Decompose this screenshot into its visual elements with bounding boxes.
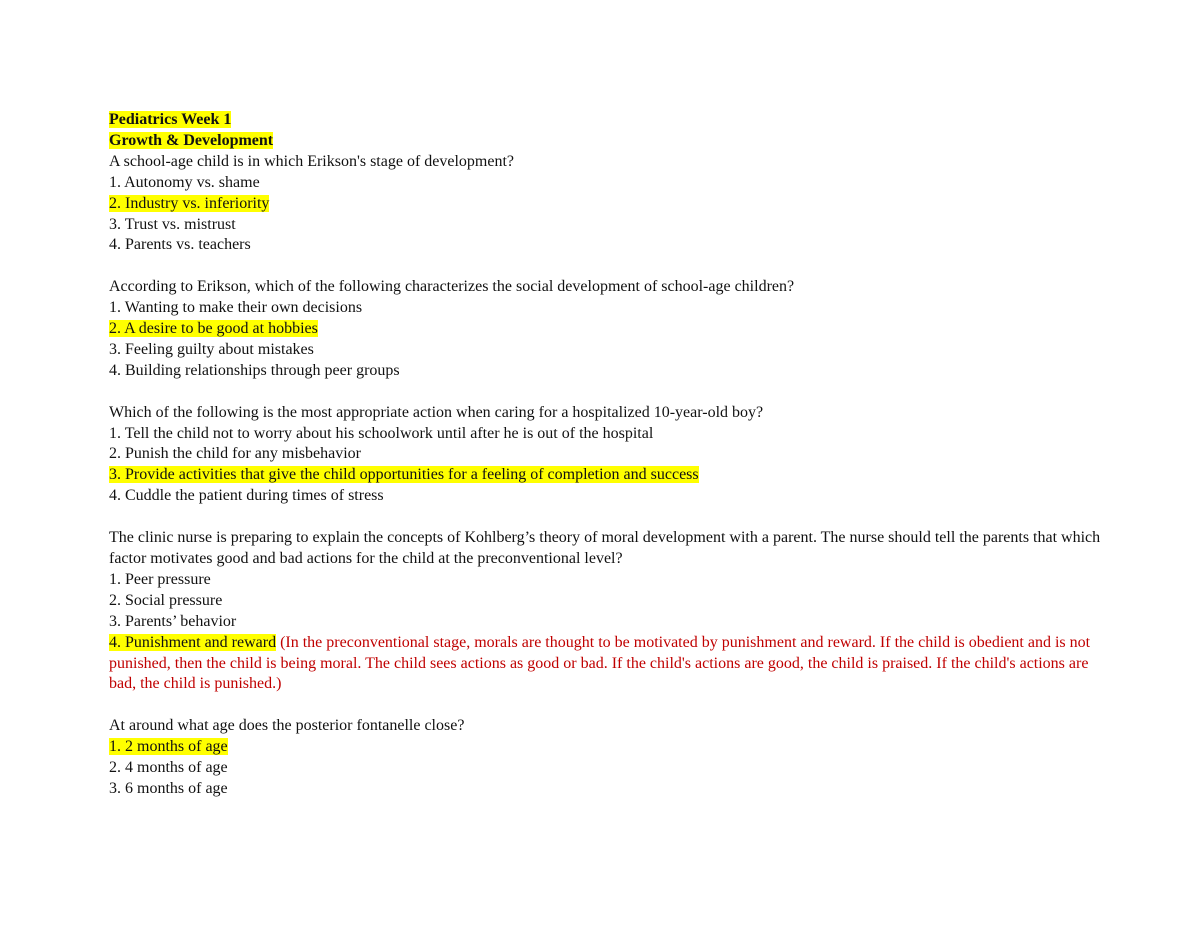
question-stem: The clinic nurse is preparing to explain the concepts of Kohlberg’s theory of moral development with a parent. The nurse should tell the parents that which factor motivates good and bad actions for the child at the preconventional level? [109,529,1105,567]
answer-option: 2. 4 months of age [109,759,228,777]
document-page [109,110,1109,800]
paragraph-gap [109,507,1109,528]
answer-option: 4. Building relationships through peer groups [109,361,400,379]
question-block [109,152,1109,257]
paragraph-gap [109,695,1109,716]
answer-option-highlighted: 1. 2 months of age [109,738,228,756]
answer-option-with-rationale [109,633,1109,696]
answer-option: 2. Social pressure [109,591,223,609]
answer-option: 3. 6 months of age [109,779,228,797]
answer-option: 1. Peer pressure [109,570,211,588]
answer-option: 1. Autonomy vs. shame [109,173,260,191]
answer-option: 4. Parents vs. teachers [109,236,251,254]
question-block [109,716,1109,800]
title-line [109,110,1109,131]
paragraph-gap [109,382,1109,403]
answer-option: 3. Trust vs. mistrust [109,215,236,233]
answer-option-highlighted: 2. A desire to be good at hobbies [109,320,318,338]
question-stem: A school-age child is in which Erikson's stage of development? [109,152,515,170]
question-block [109,277,1109,382]
answer-option-highlighted: 4. Punishment and reward [109,633,277,651]
answer-option: 3. Feeling guilty about mistakes [109,340,314,358]
answer-option: 1. Tell the child not to worry about his schoolwork until after he is out of the hospital [109,424,654,442]
question-stem: Which of the following is the most appropriate action when caring for a hospitalized 10-year-old boy? [109,403,764,421]
question-block [109,528,1109,695]
document-subtitle: Growth & Development [109,131,274,149]
question-block [109,403,1109,508]
answer-option-highlighted: 3. Provide activities that give the child opportunities for a feeling of completion and success [109,466,699,484]
question-stem: According to Erikson, which of the following characterizes the social development of school-age children? [109,278,795,296]
question-stem: At around what age does the posterior fontanelle close? [109,717,465,735]
answer-option: 3. Parents’ behavior [109,612,237,630]
document-title: Pediatrics Week 1 [109,111,232,128]
subtitle-line [109,131,1109,152]
answer-option: 2. Punish the child for any misbehavior [109,445,361,463]
answer-option: 4. Cuddle the patient during times of stress [109,487,384,505]
answer-option: 1. Wanting to make their own decisions [109,299,363,317]
answer-rationale: (In the preconventional stage, morals are thought to be motivated by punishment and reward. If the child is obedient and is not punished, then the child is being moral. The child sees actions as good or bad. If the child's actions are good, the child is praised. If the child's actions are bad, the child is punished.) [109,633,1095,693]
answer-option-highlighted: 2. Industry vs. inferiority [109,194,270,212]
paragraph-gap [109,256,1109,277]
